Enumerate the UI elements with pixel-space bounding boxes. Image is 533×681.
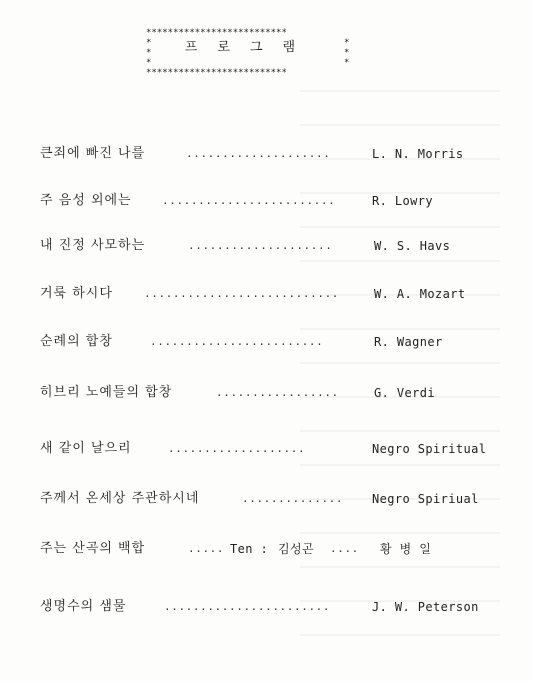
composer-name: Negro Spiriual (372, 492, 479, 506)
song-title: 주 음성 외에는 (40, 193, 132, 208)
composer-name: J. W. Peterson (372, 600, 479, 614)
star-border-left: * * * (146, 38, 152, 68)
dot-leader: ................... (168, 442, 306, 455)
dot-leader: ........................... (144, 287, 340, 300)
composer-name: L. N. Morris (372, 147, 464, 161)
star-border-bottom: ************************** (146, 68, 287, 78)
composer-name: W. A. Mozart (374, 287, 466, 301)
star-border-right: * * * (344, 38, 350, 68)
program-entry (40, 597, 510, 617)
song-title: 내 진정 사모하는 (40, 238, 146, 253)
program-entry (40, 191, 510, 211)
program-entry (40, 332, 510, 352)
dot-leader: ....................... (164, 600, 331, 613)
program-entry (40, 439, 510, 459)
program-entry-solo (40, 539, 510, 559)
star-border-top: ************************** (146, 28, 287, 38)
song-title: 주께서 온세상 주관하시네 (40, 491, 200, 506)
dot-leader: .............. (242, 492, 344, 505)
song-title: 주는 산곡의 백합 (40, 541, 146, 556)
program-title-box (146, 28, 352, 78)
song-title: 거룩 하시다 (40, 286, 113, 301)
song-title: 순례의 합창 (40, 334, 113, 349)
dot-leader: .... (330, 542, 359, 555)
composer-name: R. Lowry (372, 194, 433, 208)
dot-leader: .................... (186, 147, 331, 160)
dot-leader: ........................ (162, 194, 336, 207)
dot-leader: .................... (188, 239, 333, 252)
program-entry (40, 284, 510, 304)
song-title: 새 같이 날으리 (40, 441, 132, 456)
composer-name: Negro Spiritual (372, 442, 487, 456)
composer-name: W. S. Havs (374, 239, 451, 253)
song-title: 큰죄에 빠진 나를 (40, 146, 146, 161)
program-entry (40, 144, 510, 164)
program-entry (40, 383, 510, 403)
solo-voice-part: Ten : (230, 542, 269, 556)
dot-leader: ........................ (150, 335, 324, 348)
dot-leader: ................. (216, 386, 339, 399)
program-title: 프로그램 (184, 40, 316, 55)
program-entry (40, 236, 510, 256)
performer-name: 황 병 일 (380, 542, 432, 556)
soloist-name: 김성곤 (278, 542, 314, 556)
composer-name: R. Wagner (374, 335, 443, 349)
song-title: 히브리 노예들의 합창 (40, 385, 173, 400)
paper-bleed-texture (300, 90, 500, 650)
program-entry (40, 489, 510, 509)
dot-leader: ..... (188, 542, 225, 555)
composer-name: G. Verdi (374, 386, 435, 400)
song-title: 생명수의 샘물 (40, 599, 127, 614)
